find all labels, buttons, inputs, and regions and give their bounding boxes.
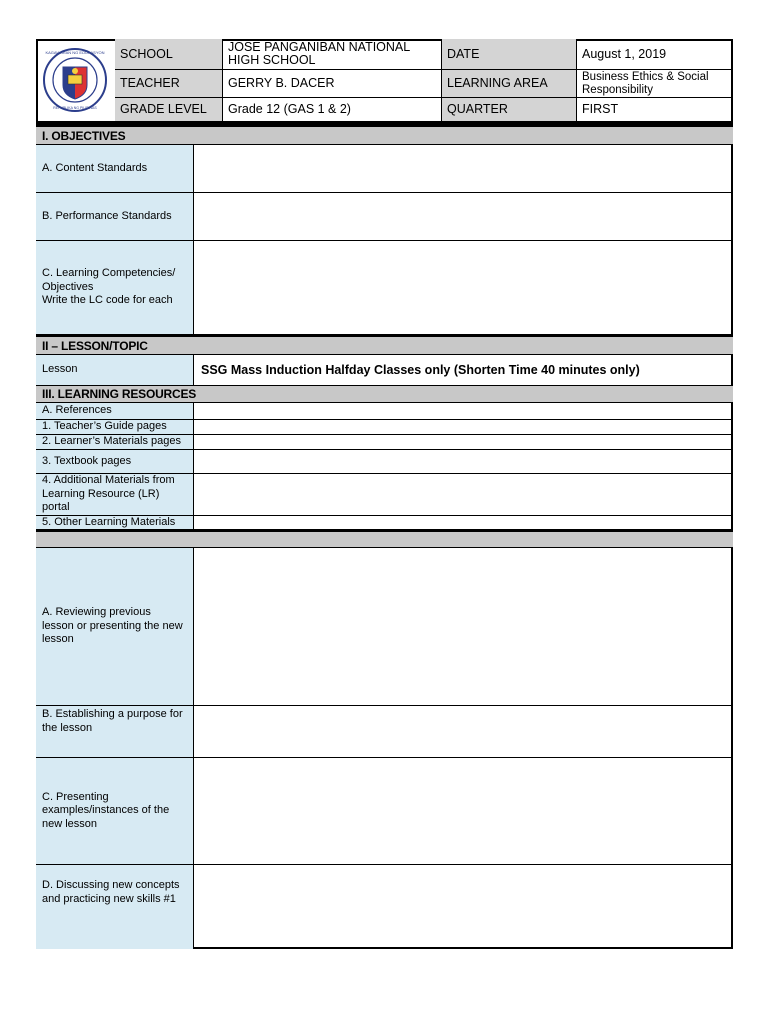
lesson-topic-heading: II – LESSON/TOPIC [36,335,733,355]
presenting-line-1: C. Presenting [42,790,109,803]
learning-area-label: LEARNING AREA [442,70,577,98]
grade-level-value: Grade 12 (GAS 1 & 2) [223,98,442,121]
presenting-row [36,758,733,865]
discussing-line-2: and practicing new skills #1 [42,892,176,905]
competencies-line-3: Write the LC code for each [42,294,173,307]
quarter-label: QUARTER [442,98,577,121]
date-label: DATE [442,39,577,70]
presenting-label [36,758,194,864]
learners-materials-label: 2. Learner’s Materials pages [36,435,194,449]
other-materials-label: 5. Other Learning Materials [36,516,194,529]
reviewing-label [36,548,194,705]
objectives-heading: I. OBJECTIVES [36,125,733,145]
learning-resources-heading: III. LEARNING RESOURCES [36,385,733,403]
teachers-guide-label: 1. Teacher’s Guide pages [36,420,194,434]
additional-line-2: Learning Resource (LR) [42,487,160,500]
learning-competencies-row [36,241,733,335]
header-block [36,39,733,121]
textbook-label: 3. Textbook pages [36,450,194,473]
reviewing-line-3: lesson [42,633,74,646]
lesson-value: SSG Mass Induction Halfday Classes only (Shorten Time 40 minutes only) [201,363,640,377]
date-value: August 1, 2019 [577,39,733,70]
references-label: A. References [36,403,194,419]
lesson-label: Lesson [36,355,194,385]
reviewing-line-2: lesson or presenting the new [42,619,183,632]
presenting-line-3: new lesson [42,817,98,830]
references-row [36,403,733,420]
quarter-value: FIRST [582,102,619,116]
discussing-line-1: D. Discussing new concepts [42,879,180,891]
content-standards-row [36,145,733,193]
reviewing-line-1: A. Reviewing previous [42,606,151,619]
logo-bottom-text: REPUBLIKA NG PILIPINAS [53,106,97,110]
additional-line-1: 4. Additional Materials from [42,474,175,487]
purpose-line-2: the lesson [42,721,93,734]
deped-logo-cell [36,39,116,121]
purpose-line-1: B. Establishing a purpose for [42,708,183,720]
performance-standards-label: B. Performance Standards [36,193,194,240]
school-label: SCHOOL [115,39,223,70]
grade-level-label: GRADE LEVEL [115,98,223,121]
deped-seal-icon [36,39,115,121]
additional-line-3: portal [42,501,70,514]
other-materials-row [36,516,733,530]
competencies-line-2: Objectives [42,280,94,293]
learning-competencies-label [36,241,194,334]
teacher-label: TEACHER [115,70,223,98]
learning-area-value: Business Ethics & Social Responsibility [577,70,733,98]
teacher-value: GERRY B. DACER [223,70,442,98]
additional-materials-label [36,474,194,515]
school-value: JOSE PANGANIBAN NATIONAL HIGH SCHOOL [223,39,442,70]
performance-standards-row [36,193,733,241]
learners-materials-row [36,435,733,450]
purpose-label [36,706,194,757]
lesson-row [36,355,733,386]
presenting-line-2: examples/instances of the [42,804,170,817]
textbook-row [36,450,733,474]
discussing-row [36,865,733,949]
discussing-label [36,865,194,949]
teachers-guide-row [36,420,733,435]
procedures-heading-bar [36,530,733,548]
content-standards-label: A. Content Standards [36,145,194,192]
competencies-line-1: C. Learning Competencies/ [42,267,176,280]
logo-ring-text: KAGAWARAN NG EDUKASYON [45,50,105,55]
purpose-row [36,706,733,758]
reviewing-row [36,548,733,706]
additional-materials-row [36,474,733,516]
